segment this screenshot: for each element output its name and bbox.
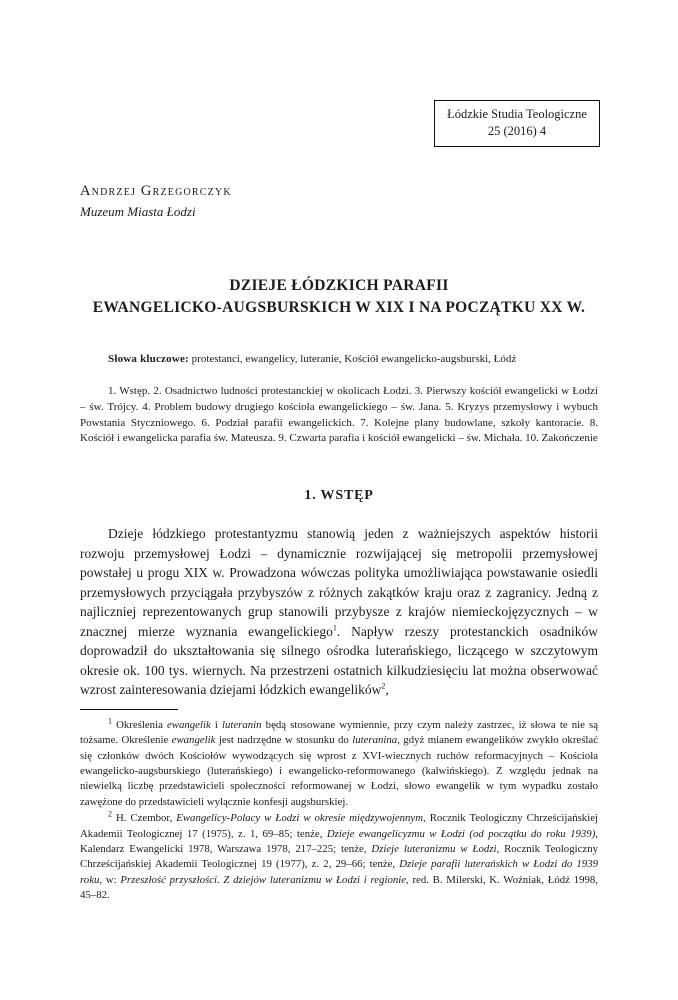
author-name: Andrzej Grzegorczyk	[80, 183, 232, 199]
footnote-2: $^2$ H. Czembor, Ewangelicy-Polacy w Łodzi w okresie międzywojennym, Rocznik Teologiczny Chrześcijańskiej Akademii Teologicznej 17 (1975), z. 1, 69–85; tenże, Dzieje ewangelicyzmu w Łodzi (od początku do roku 1939), Kalendarz Ewangelicki 1978, Warszawa 1978, 217–225; tenże, Dzieje luteranizmu w Łodzi, Rocznik Teologiczny Chrześcijańskiej Akademii Teologicznej 19 (1977), z. 2, 29–66; tenże, Dzieje parafii luterańskich w Łodzi do 1939 roku, w: Przeszłość przyszłości. Z dziejów luteranizmu w Łodzi i regionie, red. B. Milerski, K. Woźniak, Łódź 1998, 45–82.	[80, 809, 598, 902]
keywords-line	[80, 352, 598, 367]
author-affiliation: Muzeum Miasta Łodzi	[80, 204, 196, 219]
article-title-line2: EWANGELICKO-AUGSBURSKICH W XIX I NA POCZĄTKU XX W.	[92, 299, 586, 316]
keywords-text: protestanci, ewangelicy, luteranie, Kościół ewangelicko-augsburski, Łódź	[188, 353, 517, 365]
article-title-line1: DZIEJE ŁÓDZKICH PARAFII	[229, 277, 449, 294]
footnote-1: $^1$ Określenia ewangelik i luteranin będą stosowane wymiennie, przy czym należy zastrzec, iż słowa te nie są tożsame. Określenie ewangelik jest nadrzędne w stosunku do luteranina, gdyż mianem ewangelików zwykło określać się członków dwóch Kościołów wywodzących się wprost z XVI-wiecznych ruchów reformacyjnych – Kościoła ewangelicko-augsburskiego (luterańskiego) i ewangelicko-reformowanego (kalwińskiego). Z względu jednak na niewielką liczbę przedstawicieli społeczności reformowanej w Łodzi, słowo ewangelik w tym wypadku zostało zawężone do przedstawicieli wyłącznie konfesji augsburskiej.	[80, 716, 598, 808]
body-paragraph: Dzieje łódzkiego protestantyzmu stanowią jeden z ważniejszych aspektów historii rozwoju przemysłowej Łodzi – dynamicznie rozwijającej się metropolii przemysłowej powstałej u progu XIX w. Prowadzona wówczas polityka umożliwiająca powstawanie osiedli przemysłowych przyciągała przybyszów z różnych zakątków kraju oraz z zagranicy. Jedną z najliczniej reprezentowanych grup stanowili przybysze z krajów niemieckojęzycznych – w znacznej mierze wyznania ewangelickiego$^1$. Napływ rzeszy protestanckich osadników doprowadził do ukształtowania się silnego ośrodka luterańskiego, liczącego w szczytowym okresie ok. 100 tys. wiernych. Na przestrzeni ostatnich kilkudziesięciu lat można obserwować wzrost zainteresowania dziejami łódzkich ewangelików$^2$,	[80, 526, 599, 698]
keywords-label: Słowa kluczowe:	[108, 353, 189, 365]
footnote-separator	[80, 709, 178, 710]
author-block	[80, 182, 598, 222]
section-heading: 1. WSTĘP	[304, 488, 374, 504]
journal-title: Łódzkie Studia Teologiczne	[447, 107, 587, 121]
article-title	[80, 275, 598, 319]
table-of-contents: 1. Wstęp. 2. Osadnictwo ludności protestanckiej w okolicach Łodzi. 3. Pierwszy kościół ewangelicki w Łodzi – św. Trójcy. 4. Problem budowy drugiego kościoła ewangelickiego – św. Jana. 5. Kryzys przemysłowy i wybuch Powstania Styczniowego. 6. Podział parafii ewangelickich. 7. Kolejne plany budowlane, szkoły kantoracie. 8. Kościół i ewangelicka parafia św. Mateusza. 9. Czwarta parafia i kościół ewangelicki – św. Michała. 10. Zakończenie	[80, 385, 598, 445]
journal-issue: 25 (2016) 4	[487, 124, 547, 138]
journal-header-box	[434, 100, 600, 147]
